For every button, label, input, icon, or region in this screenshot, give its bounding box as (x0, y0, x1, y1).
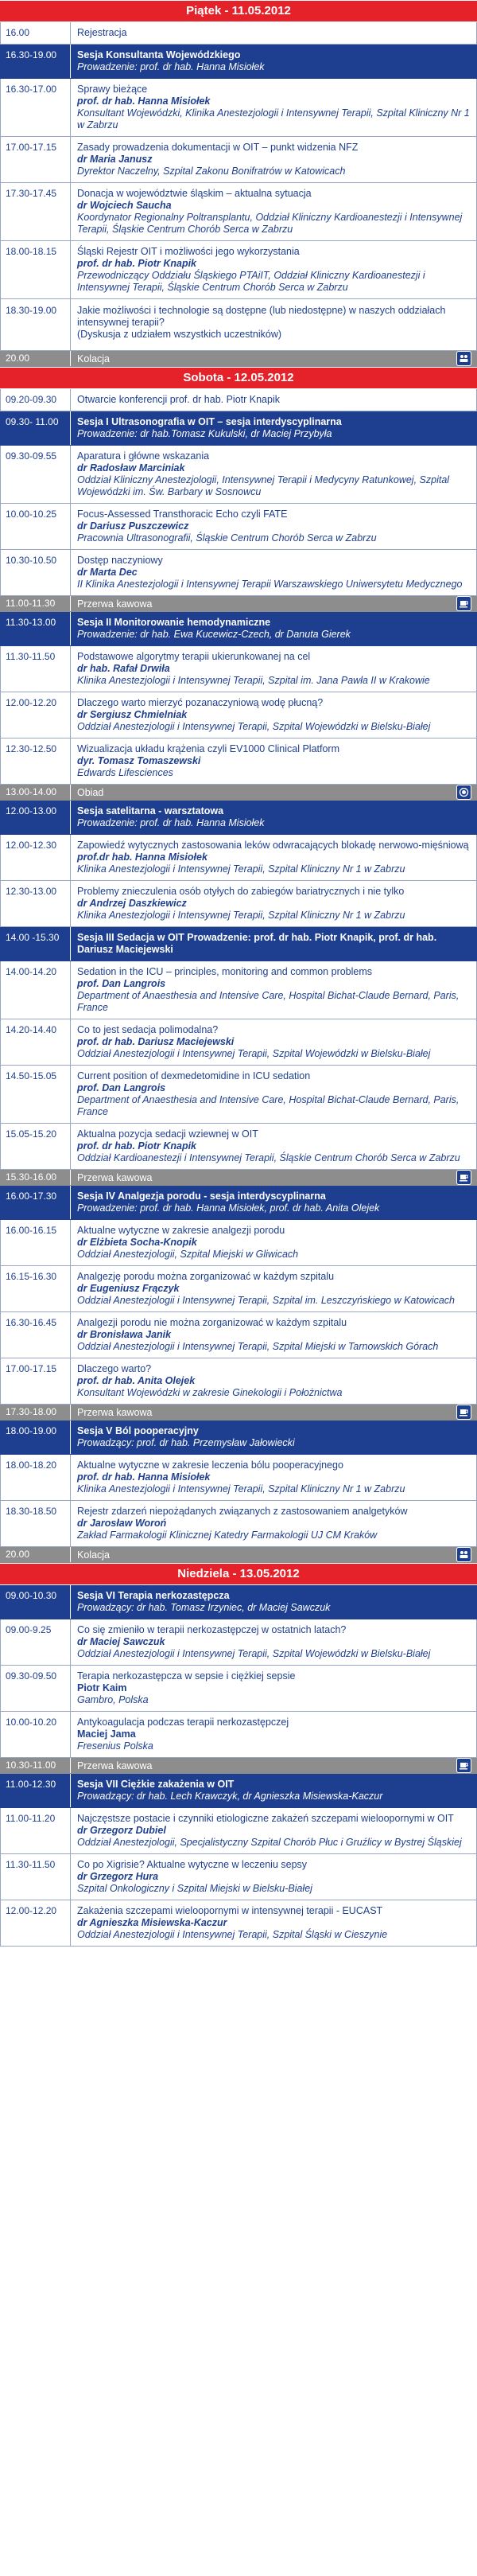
break-label: Przerwa kawowa (77, 598, 153, 610)
content-cell (71, 1019, 476, 1065)
coffee-icon (456, 1758, 471, 1773)
affiliation-text: Klinika Anestezjologii i Intensywnej Terapii, Szpital Kliniczny Nr 1 w Zabrzu (77, 863, 405, 875)
session-title: Sesja I Ultrasonografia w OIT – sesja interdyscyplinarna (77, 416, 342, 427)
talk-title: Problemy znieczulenia osób otyłych do zabiegów bariatrycznych i nie tylko (77, 886, 405, 897)
time-cell: 17.00-17.15 (1, 137, 71, 182)
affiliation-text: Oddział Anestezjologii i Intensywnej Terapii, Szpital Wojewódzki w Bielsku-Białej (77, 1648, 431, 1659)
affiliation-text: Oddział Kardioanestezji i Intensywnej Terapii, Śląskie Centrum Chorób Serca w Zabrzu (77, 1152, 460, 1163)
dinner-icon (456, 1547, 471, 1562)
content-cell (71, 1501, 476, 1546)
break-label: Przerwa kawowa (77, 1407, 153, 1418)
speaker-name: dr Eugeniusz Frączyk (77, 1283, 180, 1294)
session-header-row (0, 1585, 477, 1619)
agenda-row (0, 299, 477, 351)
content-cell (71, 835, 476, 880)
content-cell (71, 1547, 476, 1562)
affiliation-text: Prowadzenie: prof. dr hab. Hanna Misiołek (77, 61, 265, 72)
time-cell: 11.00-11.20 (1, 1808, 71, 1853)
content-cell (71, 1455, 476, 1500)
time-cell: 16.30-17.00 (1, 79, 71, 136)
content-cell (71, 1186, 476, 1219)
talk-title: Dlaczego warto? (77, 1363, 152, 1374)
break-row (0, 1547, 477, 1563)
talk-title: Aparatura i główne wskazania (77, 450, 210, 462)
content-cell (71, 612, 476, 645)
content-cell (71, 692, 476, 738)
speaker-name: dr Agnieszka Misiewska-Kaczur (77, 1917, 227, 1928)
agenda-row (0, 389, 477, 411)
affiliation-text: Przewodniczący Oddziału Śląskiego PTAiIT, Oddział Kliniczny Kardioanestezji i Intensywnej Terapii, Śląskie Centrum Chorób Serca w Zabrzu (77, 270, 425, 293)
talk-title: Current position of dexmedetomidine in ICU sedation (77, 1070, 311, 1081)
session-header-row (0, 801, 477, 835)
time-cell: 11.30-13.00 (1, 612, 71, 645)
speaker-name: prof. dr hab. Piotr Knapik (77, 258, 197, 269)
time-cell: 11.00-12.30 (1, 1774, 71, 1807)
agenda-row (0, 835, 477, 881)
speaker-name: prof. dr hab. Hanna Misiołek (77, 1471, 211, 1483)
talk-title: Co się zmieniło w terapii nerkozastępczej w ostatnich latach? (77, 1624, 347, 1635)
content-cell (71, 1900, 476, 1946)
talk-title: Focus-Assessed Transthoracic Echo czyli FATE (77, 509, 288, 520)
content-cell (71, 1619, 476, 1665)
time-cell: 10.30-10.50 (1, 550, 71, 595)
affiliation-text: Oddział Anestezjologii, Szpital Miejski w Gliwicach (77, 1249, 299, 1260)
talk-title: Dostęp naczyniowy (77, 555, 163, 566)
affiliation-text: Prowadzący: prof. dr hab. Przemysław Jałowiecki (77, 1437, 295, 1448)
speaker-name: dr Elżbieta Socha-Knopik (77, 1237, 197, 1248)
time-cell: 13.00-14.00 (1, 785, 71, 800)
content-cell (71, 299, 476, 350)
session-title: Sesja VII Ciężkie zakażenia w OIT (77, 1779, 235, 1790)
break-row (0, 1170, 477, 1186)
session-title: Sesja satelitarna - warsztatowa (77, 805, 224, 816)
affiliation-text: Prowadzenie: prof. dr hab. Hanna Misiołek, prof. dr hab. Anita Olejek (77, 1202, 380, 1214)
session-title: Sesja VI Terapia nerkozastępcza (77, 1590, 230, 1601)
time-cell: 18.00-19.00 (1, 1421, 71, 1454)
talk-title: Analgezję porodu można zorganizować w każdym szpitalu (77, 1271, 335, 1282)
content-cell (71, 927, 476, 961)
speaker-name: dr Bronisława Janik (77, 1329, 172, 1340)
affiliation-text: Oddział Anestezjologii i Intensywnej Terapii, Szpital Wojewódzki w Bielsku-Białej (77, 721, 431, 732)
break-label: Przerwa kawowa (77, 1172, 153, 1183)
talk-title: Podstawowe algorytmy terapii ukierunkowanej na cel (77, 651, 311, 662)
time-cell: 09.20-09.30 (1, 389, 71, 411)
break-row (0, 596, 477, 612)
time-cell: 14.20-14.40 (1, 1019, 71, 1065)
affiliation-text: Prowadzenie: dr hab. Ewa Kucewicz-Czech, dr Danuta Gierek (77, 629, 351, 640)
break-row (0, 351, 477, 367)
talk-title: Zakażenia szczepami wieloopornymi w intensywnej terapii - EUCAST (77, 1905, 383, 1916)
affiliation-text: Koordynator Regionalny Poltransplantu, Oddział Kliniczny Kardioanestezji i Intensywnej Terapii, Śląskie Centrum Chorób Serca w Zabrzu (77, 212, 463, 235)
content-cell (71, 389, 476, 411)
talk-title: Antykoagulacja podczas terapii nerkozastępczej (77, 1717, 289, 1728)
agenda-row (0, 1455, 477, 1501)
speaker-name: dr Andrzej Daszkiewicz (77, 898, 187, 909)
affiliation-text: Klinika Anestezjologii i Intensywnej Terapii, Szpital Kliniczny Nr 1 w Zabrzu (77, 910, 405, 921)
session-title: Sesja IV Analgezja porodu - sesja interdyscyplinarna (77, 1191, 326, 1202)
coffee-icon (456, 1405, 471, 1420)
speaker-name: dr Sergiusz Chmielniak (77, 709, 188, 720)
session-header-row (0, 1421, 477, 1455)
session-header-row (0, 411, 477, 446)
content-cell (71, 1358, 476, 1404)
content-cell (71, 1758, 476, 1773)
agenda-row (0, 692, 477, 739)
speaker-name: dr Wojciech Saucha (77, 200, 172, 211)
content-cell (71, 1124, 476, 1169)
speaker-name: dr Maria Janusz (77, 154, 153, 165)
break-label: Przerwa kawowa (77, 1760, 153, 1771)
affiliation-text: Prowadzenie: dr hab.Tomasz Kukulski, dr Maciej Przybyła (77, 428, 332, 439)
agenda-row (0, 1900, 477, 1947)
affiliation-text: Prowadzący: dr hab. Lech Krawczyk, dr Agnieszka Misiewska-Kaczur (77, 1791, 383, 1802)
affiliation-text: II Klinika Anestezjologii i Intensywnej Terapii Warszawskiego Uniwersytetu Medycznego (77, 579, 463, 590)
session-title: Sesja Konsultanta Wojewódzkiego (77, 49, 241, 60)
time-cell: 10.00-10.20 (1, 1712, 71, 1757)
time-cell: 17.00-17.15 (1, 1358, 71, 1404)
affiliation-text: Department of Anaesthesia and Intensive Care, Hospital Bichat-Claude Bernard, Paris, France (77, 1094, 460, 1117)
speaker-name: prof. Dan Langrois (77, 1082, 166, 1093)
affiliation-text: Pracownia Ultrasonografii, Śląskie Centrum Chorób Serca w Zabrzu (77, 532, 377, 544)
session-header-row (0, 45, 477, 79)
agenda-row (0, 1312, 477, 1358)
day-header: Piątek - 11.05.2012 (0, 0, 477, 22)
content-cell (71, 1421, 476, 1454)
break-row (0, 785, 477, 801)
affiliation-text: Oddział Anestezjologii i Intensywnej Terapii, Szpital Miejski w Tarnowskich Górach (77, 1341, 439, 1352)
talk-title: (Dyskusja z udziałem wszystkich uczestników) (77, 329, 282, 340)
affiliation-text: Edwards Lifesciences (77, 767, 173, 778)
talk-title: Otwarcie konferencji prof. dr hab. Piotr Knapik (77, 394, 280, 405)
agenda-row (0, 1266, 477, 1312)
agenda-row (0, 550, 477, 596)
speaker-name: dyr. Tomasz Tomaszewski (77, 755, 201, 766)
content-cell (71, 801, 476, 834)
day-header: Sobota - 12.05.2012 (0, 367, 477, 389)
affiliation-text: Oddział Anestezjologii i Intensywnej Terapii, Szpital im. Leszczyńskiego w Katowicach (77, 1295, 455, 1306)
content-cell (71, 1170, 476, 1185)
affiliation-text: Klinika Anestezjologii i Intensywnej Terapii, Szpital im. Jana Pawła II w Krakowie (77, 675, 430, 686)
lunch-icon (456, 785, 471, 800)
speaker-name: dr Grzegorz Hura (77, 1871, 159, 1882)
time-cell: 14.50-15.05 (1, 1066, 71, 1123)
content-cell (71, 79, 476, 136)
content-cell (71, 1585, 476, 1619)
time-cell: 16.00-17.30 (1, 1186, 71, 1219)
time-cell: 17.30-18.00 (1, 1405, 71, 1420)
day-header: Niedziela - 13.05.2012 (0, 1563, 477, 1585)
content-cell (71, 504, 476, 549)
talk-title: Sprawy bieżące (77, 84, 148, 95)
speaker-name: prof. dr hab. Dariusz Maciejewski (77, 1036, 235, 1047)
talk-title: Sedation in the ICU – principles, monitoring and common problems (77, 966, 373, 977)
affiliation-text: Oddział Anestezjologii, Specjalistyczny Szpital Chorób Płuc i Gruźlicy w Bystrej Śląskiej (77, 1837, 462, 1848)
time-cell: 09.30- 11.00 (1, 411, 71, 445)
agenda-row (0, 1712, 477, 1758)
time-cell: 12.00-12.30 (1, 835, 71, 880)
content-cell (71, 1066, 476, 1123)
speaker-name: prof.dr hab. Hanna Misiołek (77, 852, 207, 863)
content-cell (71, 1774, 476, 1807)
speaker-name: dr Grzegorz Dubiel (77, 1825, 166, 1836)
speaker-name: prof. Dan Langrois (77, 978, 166, 989)
time-cell: 09.00-9.25 (1, 1619, 71, 1665)
agenda-row (0, 79, 477, 137)
session-title: Piotr Kaim (77, 1682, 127, 1693)
agenda-row (0, 183, 477, 241)
talk-title: Rejestracja (77, 27, 127, 38)
agenda-row (0, 22, 477, 45)
time-cell: 17.30-17.45 (1, 183, 71, 240)
break-row (0, 1758, 477, 1774)
time-cell: 18.30-18.50 (1, 1501, 71, 1546)
time-cell: 16.30-16.45 (1, 1312, 71, 1358)
time-cell: 09.30-09.50 (1, 1666, 71, 1711)
session-title: Sesja V Ból pooperacyjny (77, 1425, 199, 1436)
agenda-row (0, 504, 477, 550)
content-cell (71, 1666, 476, 1711)
session-header-row (0, 1186, 477, 1220)
talk-title: Zapowiedź wytycznych zastosowania leków odwracających blokadę nerwowo-mięśniową (77, 840, 469, 851)
affiliation-text: Dyrektor Naczelny, Szpital Zakonu Bonifratrów w Katowicach (77, 166, 346, 177)
content-cell (71, 596, 476, 611)
affiliation-text: Klinika Anestezjologii i Intensywnej Terapii, Szpital Kliniczny Nr 1 w Zabrzu (77, 1483, 405, 1495)
content-cell (71, 1266, 476, 1311)
time-cell: 11.30-11.50 (1, 1854, 71, 1900)
time-cell: 15.30-16.00 (1, 1170, 71, 1185)
agenda-row (0, 961, 477, 1019)
talk-title: Wizualizacja układu krążenia czyli EV1000 Clinical Platform (77, 743, 339, 754)
time-cell: 14.00 -15.30 (1, 927, 71, 961)
agenda-row (0, 1019, 477, 1066)
content-cell (71, 1712, 476, 1757)
time-cell: 14.00-14.20 (1, 961, 71, 1019)
time-cell: 20.00 (1, 1547, 71, 1562)
coffee-icon (456, 1170, 471, 1185)
time-cell: 09.30-09.55 (1, 446, 71, 503)
agenda-row (0, 1854, 477, 1900)
speaker-name: dr Dariusz Puszczewicz (77, 520, 189, 532)
talk-title: Analgezji porodu nie można zorganizować w każdym szpitalu (77, 1317, 347, 1328)
content-cell (71, 1405, 476, 1420)
agenda-row (0, 1066, 477, 1124)
affiliation-text: Oddział Anestezjologii i Intensywnej Terapii, Szpital Wojewódzki w Bielsku-Białej (77, 1048, 431, 1059)
content-cell (71, 785, 476, 800)
talk-title: Zasady prowadzenia dokumentacji w OIT – punkt widzenia NFZ (77, 142, 359, 153)
time-cell: 18.30-19.00 (1, 299, 71, 350)
content-cell (71, 45, 476, 78)
talk-title: Aktualne wytyczne w zakresie leczenia bólu pooperacyjnego (77, 1459, 343, 1471)
speaker-name: dr Maciej Sawczuk (77, 1636, 165, 1647)
affiliation-text: Fresenius Polska (77, 1740, 153, 1752)
content-cell (71, 1312, 476, 1358)
agenda-row (0, 1666, 477, 1712)
time-cell: 16.30-19.00 (1, 45, 71, 78)
agenda-row (0, 739, 477, 785)
agenda-row (0, 1124, 477, 1170)
time-cell: 16.00 (1, 22, 71, 44)
content-cell (71, 183, 476, 240)
affiliation-text: Szpital Onkologiczny i Szpital Miejski w Bielsku-Białej (77, 1883, 312, 1894)
speaker-name: dr Marta Dec (77, 567, 138, 578)
affiliation-text: Oddział Anestezjologii i Intensywnej Terapii, Szpital Śląski w Cieszynie (77, 1929, 388, 1940)
time-cell: 09.00-10.30 (1, 1585, 71, 1619)
session-title: Sesja III Sedacja w OIT Prowadzenie: prof. dr hab. Piotr Knapik, prof. dr hab. Dariusz Maciejewski (77, 932, 437, 955)
talk-title: Rejestr zdarzeń niepożądanych związanych z zastosowaniem analgetyków (77, 1506, 408, 1517)
talk-title: Aktualna pozycja sedacji wziewnej w OIT (77, 1128, 258, 1140)
talk-title: Aktualne wytyczne w zakresie analgezji porodu (77, 1225, 285, 1236)
affiliation-text: Prowadzący: dr hab. Tomasz Irzyniec, dr Maciej Sawczuk (77, 1602, 331, 1613)
agenda-row (0, 1808, 477, 1854)
session-header-row (0, 612, 477, 646)
dinner-icon (456, 351, 471, 366)
time-cell: 12.30-12.50 (1, 739, 71, 784)
content-cell (71, 1220, 476, 1265)
break-label: Obiad (77, 787, 104, 798)
break-row (0, 1405, 477, 1421)
time-cell: 11.30-11.50 (1, 646, 71, 692)
speaker-name: dr Jarosław Woroń (77, 1518, 167, 1529)
break-label: Kolacja (77, 1549, 110, 1561)
affiliation-text: Gambro, Polska (77, 1694, 149, 1705)
talk-title: Dlaczego warto mierzyć pozanaczyniową wodę płucną? (77, 697, 324, 708)
time-cell: 12.00-12.20 (1, 692, 71, 738)
talk-title: Najczęstsze postacie i czynniki etiologiczne zakażeń szczepami wieloopornymi w OIT (77, 1813, 454, 1824)
content-cell (71, 351, 476, 366)
agenda-row (0, 881, 477, 927)
time-cell: 16.15-16.30 (1, 1266, 71, 1311)
talk-title: Terapia nerkozastępcza w sepsie i ciężkiej sepsie (77, 1670, 296, 1682)
break-label: Kolacja (77, 353, 110, 364)
agenda-row (0, 137, 477, 183)
time-cell: 12.00-12.20 (1, 1900, 71, 1946)
agenda-row (0, 1358, 477, 1405)
speaker-name: dr Radosław Marciniak (77, 462, 185, 474)
session-title: Sesja II Monitorowanie hemodynamiczne (77, 617, 271, 628)
speaker-name: prof. dr hab. Hanna Misiołek (77, 95, 211, 107)
affiliation-text: Prowadzenie: prof. dr hab. Hanna Misiołek (77, 817, 265, 828)
content-cell (71, 241, 476, 298)
agenda-row (0, 646, 477, 692)
speaker-name: prof. dr hab. Anita Olejek (77, 1375, 196, 1386)
affiliation-text: Konsultant Wojewódzki, Klinika Anestezjologii i Intensywnej Terapii, Szpital Kliniczny Nr 1 w Zabrzu (77, 107, 470, 131)
time-cell: 20.00 (1, 351, 71, 366)
time-cell: 18.00-18.15 (1, 241, 71, 298)
content-cell (71, 1808, 476, 1853)
session-title: Maciej Jama (77, 1728, 136, 1740)
content-cell (71, 446, 476, 503)
time-cell: 18.00-18.20 (1, 1455, 71, 1500)
coffee-icon (456, 596, 471, 611)
time-cell: 15.05-15.20 (1, 1124, 71, 1169)
content-cell (71, 1854, 476, 1900)
content-cell (71, 881, 476, 926)
agenda-row (0, 1619, 477, 1666)
agenda-row (0, 1501, 477, 1547)
speaker-name: prof. dr hab. Piotr Knapik (77, 1140, 197, 1152)
talk-title: Śląski Rejestr OIT i możliwości jego wykorzystania (77, 246, 300, 257)
content-cell (71, 739, 476, 784)
time-cell: 11.00-11.30 (1, 596, 71, 611)
affiliation-text: Department of Anaesthesia and Intensive Care, Hospital Bichat-Claude Bernard, Paris, France (77, 990, 460, 1013)
content-cell (71, 22, 476, 44)
time-cell: 16.00-16.15 (1, 1220, 71, 1265)
content-cell (71, 550, 476, 595)
talk-title: Jakie możliwości i technologie są dostępne (lub niedostępne) w naszych oddziałach intensywnej terapii? (77, 305, 446, 328)
content-cell (71, 961, 476, 1019)
session-header-row (0, 1774, 477, 1808)
agenda-row (0, 241, 477, 299)
talk-title: Co to jest sedacja polimodalna? (77, 1024, 219, 1035)
session-header-row (0, 927, 477, 961)
content-cell (71, 137, 476, 182)
agenda-row (0, 1220, 477, 1266)
content-cell (71, 646, 476, 692)
talk-title: Donacja w województwie śląskim – aktualna sytuacja (77, 188, 312, 199)
talk-title: Co po Xigrisie? Aktualne wytyczne w leczeniu sepsy (77, 1859, 308, 1870)
affiliation-text: Oddział Kliniczny Anestezjologii, Intensywnej Terapii i Medycyny Ratunkowej, Szpital Wojewódzki im. Św. Barbary w Sosnowcu (77, 474, 450, 497)
time-cell: 10.00-10.25 (1, 504, 71, 549)
affiliation-text: Zakład Farmakologii Klinicznej Katedry Farmakologii UJ CM Kraków (77, 1530, 378, 1541)
time-cell: 10.30-11.00 (1, 1758, 71, 1773)
time-cell: 12.00-13.00 (1, 801, 71, 834)
content-cell (71, 411, 476, 445)
time-cell: 12.30-13.00 (1, 881, 71, 926)
agenda-row (0, 446, 477, 504)
affiliation-text: Konsultant Wojewódzki w zakresie Ginekologii i Położnictwa (77, 1387, 343, 1398)
speaker-name: dr hab. Rafał Drwiła (77, 663, 170, 674)
